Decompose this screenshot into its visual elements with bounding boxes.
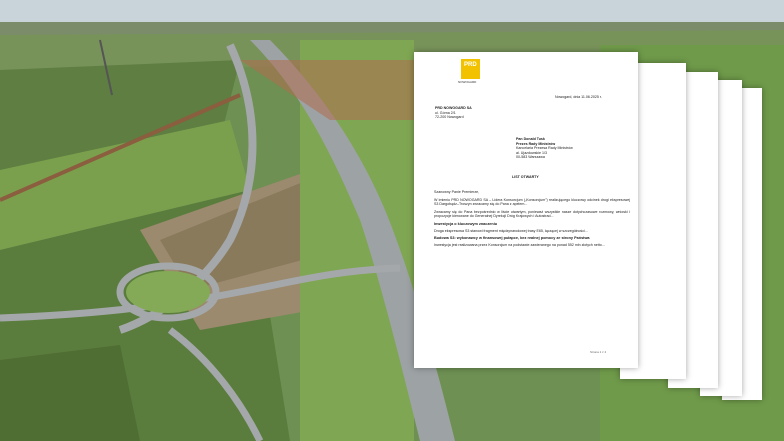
letter-date: Nowogard, dnia 11.06.2025 r. [555, 95, 602, 99]
paragraph-2: Zwracamy się do Pana bezpośrednio w liście otwartym, ponieważ wszystkie nasze dotychczasowe rozmowy, wnioski i propozycje kierowane do Generalnej Dyrekcji Dróg Krajowych i Autostrad... [434, 209, 630, 219]
paragraph-1: W imieniu PRD NOWOGARD SA – Lidera Konsorcjum („Konsorcjum”) realizującego kluczowy odcinek drogi ekspresowej S3 Dargobądz–Troszyn zwracamy się do Pana z apelem... [434, 197, 630, 207]
page-number: Strona 1 z 4 [590, 350, 607, 354]
section-heading-1: Inwestycja o kluczowym znaczeniu [434, 221, 498, 226]
recipient-address: Pan Donald Tusk Prezes Rady Ministrów Kancelaria Prezesa Rady Ministrów al. Ujazdowskie 1/3 00-583 Warszawa [516, 137, 573, 160]
logo-subtext: NOWOGARD [458, 80, 477, 84]
section-1-text: Droga ekspresowa S3 stanowi fragment międzynarodowej trasy E65, łączącej w szczególności... [434, 228, 588, 233]
section-heading-2: Budowa S3: wykonawcy w finansowej pułapce, bez realnej pomocy ze strony Państwa [434, 236, 590, 241]
section-2-text: Inwestycja jest realizowana przez Konsorcjum na podstawie zawieranego na ponad 552 mln złotych netto... [434, 242, 605, 247]
sender-address: PRD NOWOGARD SA ul. Górna 2/1 72-200 Nowogard [435, 106, 472, 120]
letter-title: LIST OTWARTY [512, 175, 539, 179]
salutation: Szanowny Panie Premierze, [434, 190, 480, 194]
letter-body [434, 190, 630, 250]
logo-text: PRD [464, 62, 477, 68]
